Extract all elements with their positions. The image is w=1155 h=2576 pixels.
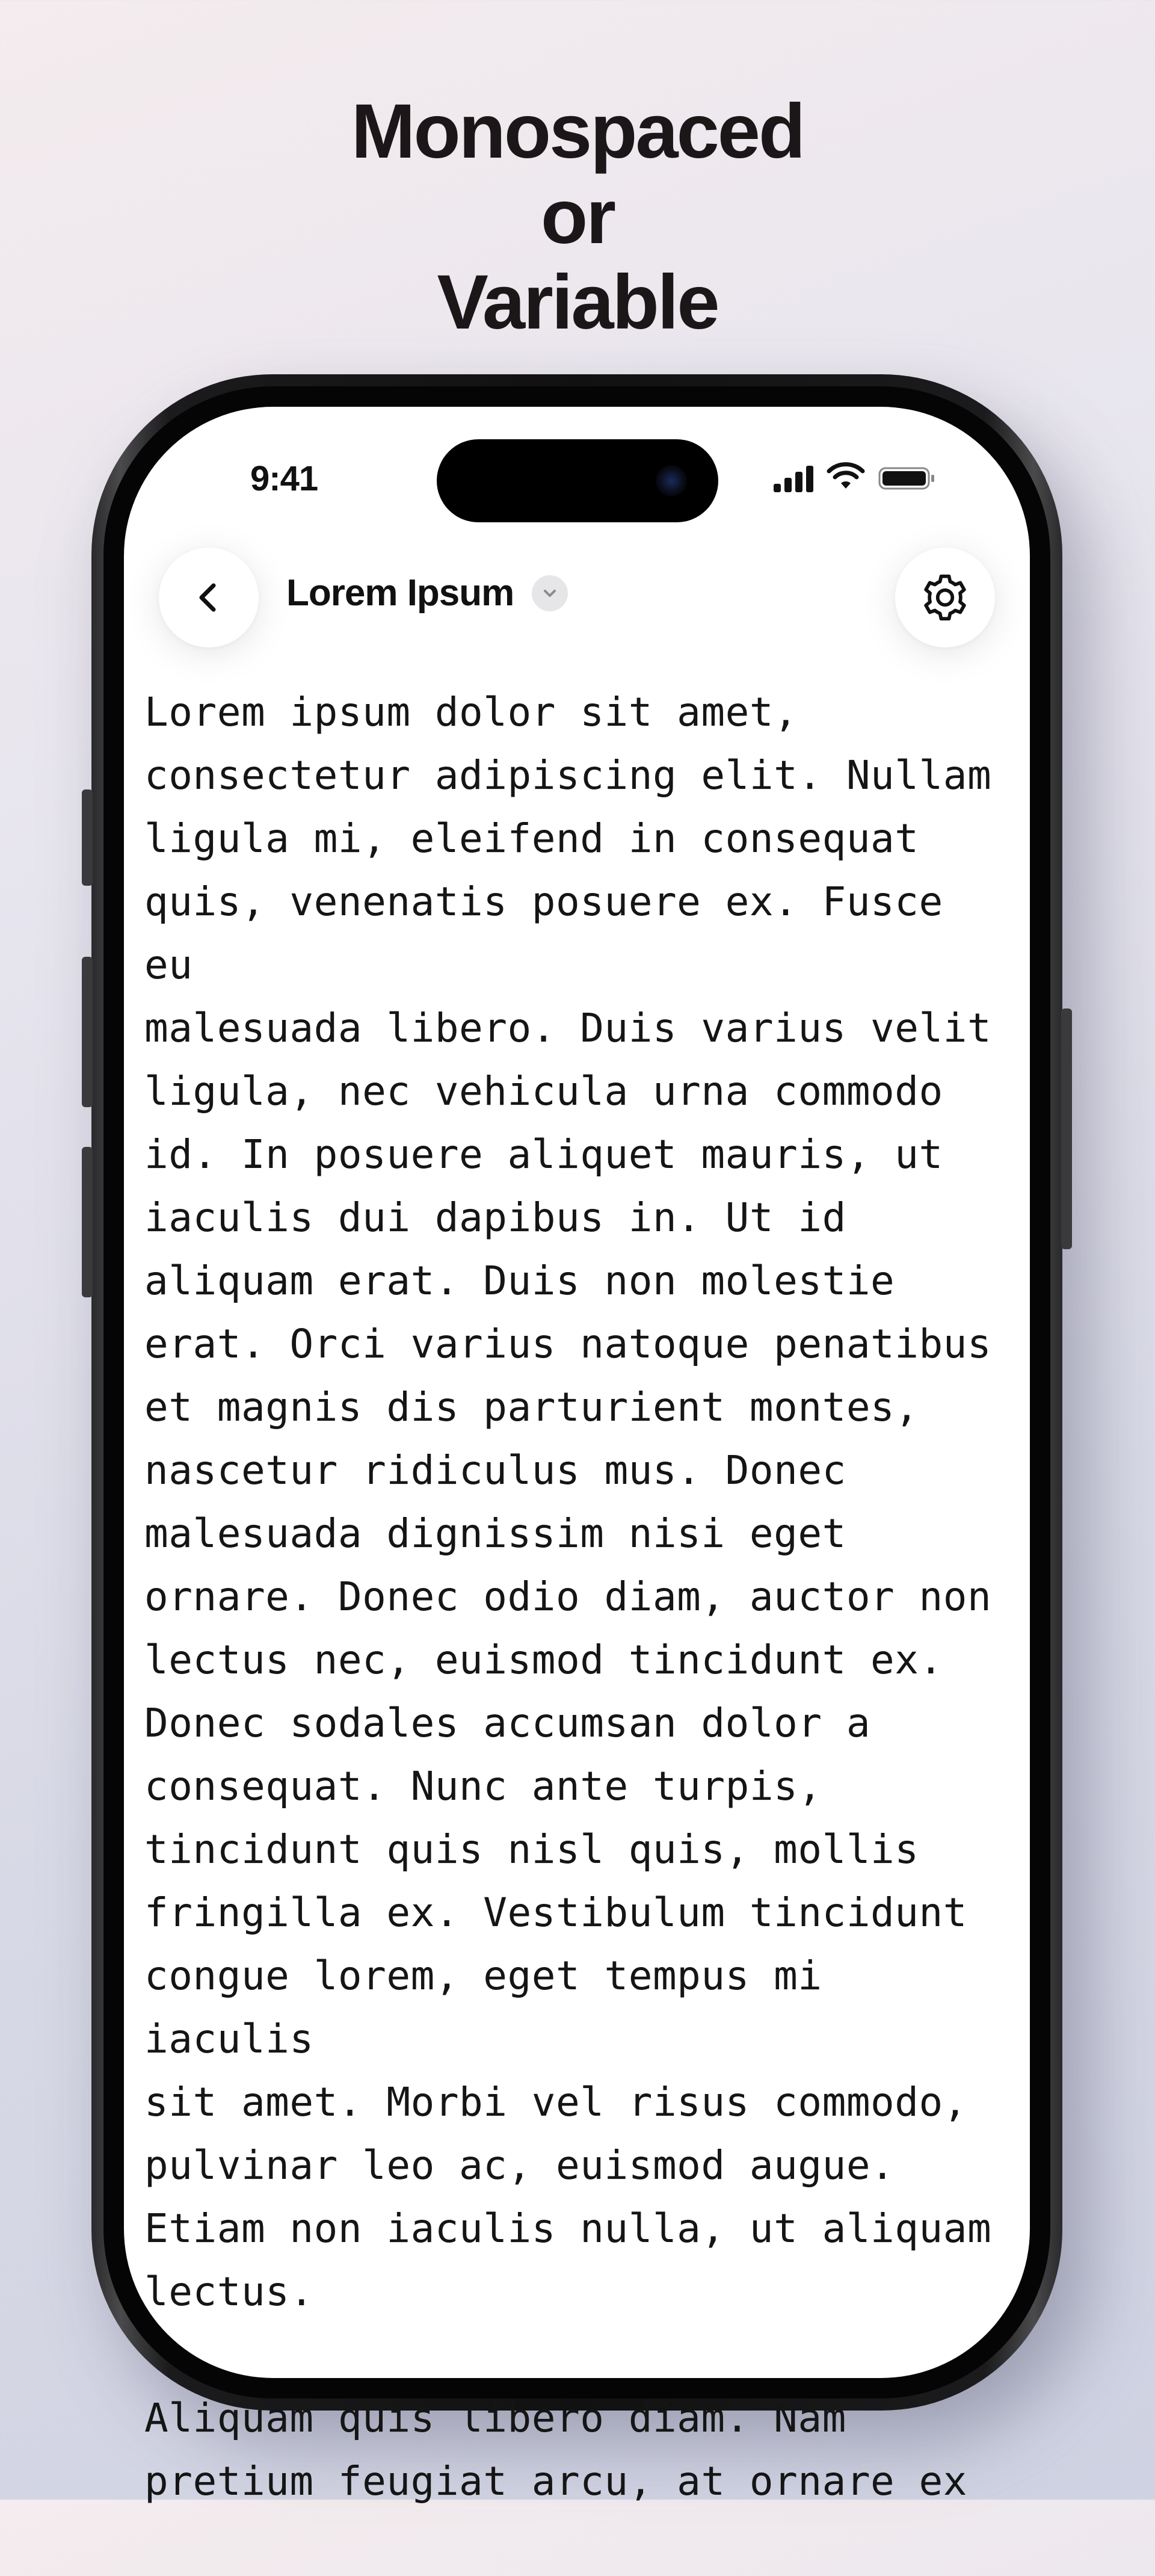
volume-down-button: [82, 1147, 93, 1297]
document-title-menu[interactable]: [286, 572, 568, 614]
title-menu-button[interactable]: [532, 575, 568, 611]
document-body[interactable]: [144, 681, 1011, 2576]
action-button: [82, 789, 93, 886]
status-icons: [774, 465, 936, 492]
phone-screen: [124, 407, 1030, 2504]
cellular-signal-icon: [774, 465, 813, 492]
headline: [0, 89, 1155, 345]
headline-line-1: Monospaced: [351, 88, 804, 175]
battery-icon: [878, 465, 936, 492]
document-title: Lorem Ipsum: [286, 572, 514, 614]
volume-up-button: [82, 957, 93, 1107]
settings-button[interactable]: [895, 548, 995, 647]
paragraph: Lorem ipsum dolor sit amet, consectetur adipiscing elit. Nullam ligula mi, eleifend in consequat quis, venenatis posuere ex. Fusce eu malesuada libero. Duis varius velit ligula, nec vehicula urna commodo id. In posuere aliquet mauris, ut iaculis dui dapibus in. Ut id aliquam erat. Duis non molestie erat. Orci varius natoque penatibus et magnis dis parturient montes, nascetur ridiculus mus. Donec malesuada dignissim nisi eget ornare. Donec odio diam, auctor non lectus nec, euismod tincidunt ex. Donec sodales accumsan dolor a consequat. Nunc ante turpis, tincidunt quis nisl quis, mollis fringilla ex. Vestibulum tincidunt congue lorem, eget tempus mi iaculis sit amet. Morbi vel risus commodo, pulvinar leo ac, euismod augue. Etiam non iaculis nulla, ut aliquam lectus.: [144, 689, 992, 2315]
chevron-down-icon: [541, 584, 559, 602]
headline-line-2: or: [541, 174, 614, 260]
gear-icon: [917, 570, 973, 625]
paragraph: Aliquam quis libero diam. Nam pretium feugiat arcu, at ornare ex: [144, 2395, 968, 2504]
status-time: 9:41: [250, 459, 318, 498]
chevron-left-icon: [191, 579, 227, 616]
dynamic-island: [437, 439, 718, 522]
back-button[interactable]: [159, 548, 259, 647]
front-camera-icon: [656, 465, 687, 496]
wifi-icon: [827, 465, 865, 492]
power-button: [1061, 1008, 1072, 1249]
headline-line-3: Variable: [437, 259, 718, 345]
